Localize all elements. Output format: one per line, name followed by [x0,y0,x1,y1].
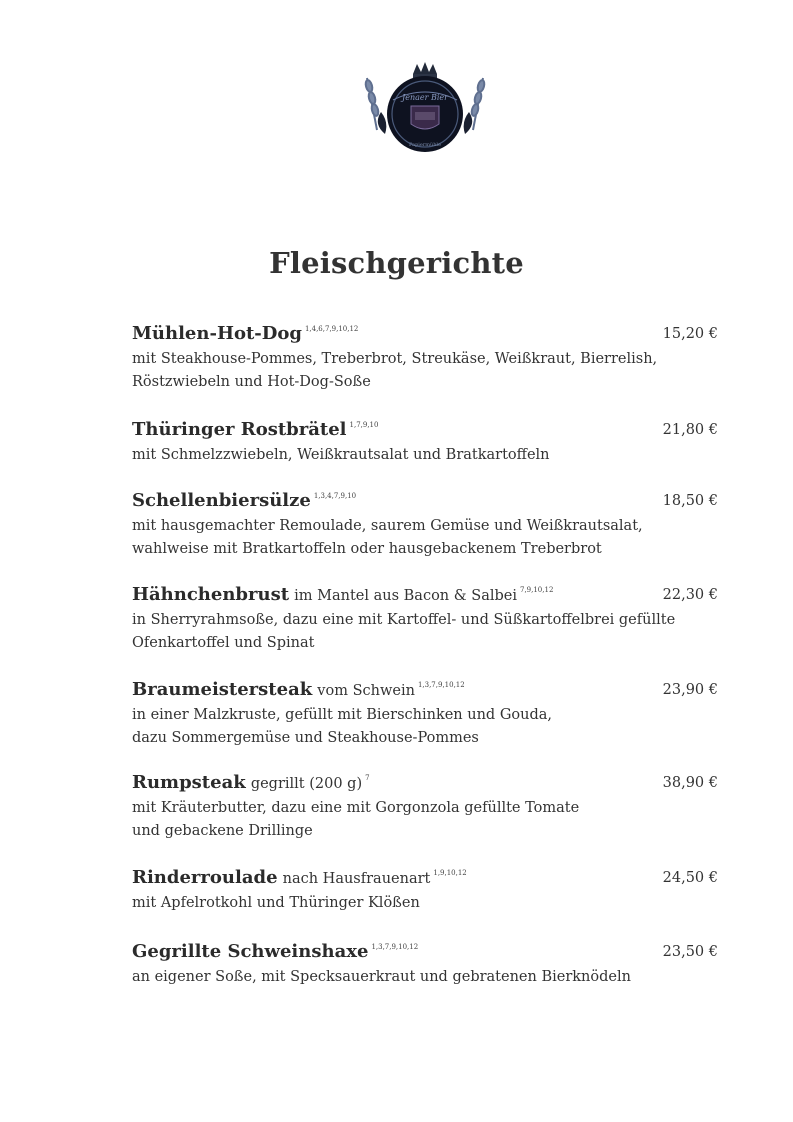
dish-name: Gegrillte Schweinshaxe [132,941,369,962]
menu-item [132,678,722,750]
menu-item [132,489,722,561]
dish-price: 21,80 € [662,422,718,438]
dish-name: Rinderroulade [132,867,278,888]
dish-name: Thüringer Rostbrätel [132,419,347,440]
dish-name: Braumeistersteak [132,679,313,700]
menu-item [132,322,722,394]
allergen-codes: 1,3,7,9,10,12 [417,681,465,689]
menu-item [132,583,722,655]
dish-description [132,515,722,561]
dish-suffix: nach Hausfrauenart [282,871,431,887]
menu-item-header [132,678,722,702]
logo-text-top: Jenaer Bier [402,93,448,102]
allergen-codes: 7 [365,774,370,782]
menu-item [132,418,722,467]
dish-description [132,966,722,989]
page-title: Fleischgerichte [269,246,524,280]
description-line: an eigener Soße, mit Specksauerkraut und gebratenen Bierknödeln [132,969,631,985]
menu-item-header [132,489,722,513]
dish-description [132,797,722,843]
description-line: mit Apfelrotkohl und Thüringer Klößen [132,895,420,911]
dish-price: 15,20 € [662,326,718,342]
menu-item-header [132,771,722,795]
menu-item-header [132,322,722,346]
description-line: dazu Sommergemüse und Steakhouse-Pommes [132,730,479,746]
allergen-codes: 1,4,6,7,9,10,12 [304,325,359,333]
allergen-codes: 1,7,9,10 [349,421,379,429]
description-line: und gebackene Drillinge [132,823,313,839]
dish-description [132,444,722,467]
logo-text-ring: Papiermühle [408,142,442,148]
dish-description [132,704,722,750]
allergen-codes: 1,3,4,7,9,10 [313,492,357,500]
dish-price: 18,50 € [662,493,718,509]
menu-item [132,771,722,843]
description-line: mit Steakhouse-Pommes, Treberbrot, Streukäse, Weißkraut, Bierrelish, [132,351,658,367]
restaurant-logo [355,60,495,158]
menu-item [132,866,722,915]
description-line: Röstzwiebeln und Hot-Dog-Soße [132,374,371,390]
dish-suffix: vom Schwein [317,683,415,699]
description-line: Ofenkartoffel und Spinat [132,635,315,651]
menu-item-header [132,583,722,607]
dish-price: 23,50 € [662,944,718,960]
description-line: mit hausgemachter Remoulade, saurem Gemüse und Weißkrautsalat, [132,518,643,534]
dish-description [132,348,722,394]
dish-name: Hähnchenbrust [132,584,290,605]
allergen-codes: 7,9,10,12 [520,586,554,594]
description-line: in Sherryrahmsoße, dazu eine mit Kartoffel- und Süßkartoffelbrei gefüllte [132,612,676,628]
dish-suffix: gegrillt (200 g) [250,776,363,792]
description-line: in einer Malzkruste, gefüllt mit Bierschinken und Gouda, [132,707,553,723]
menu-item-header [132,418,722,442]
menu-item-header [132,940,722,964]
description-line: mit Schmelzzwiebeln, Weißkrautsalat und Bratkartoffeln [132,447,550,463]
dish-price: 22,30 € [662,587,718,603]
dish-price: 23,90 € [662,682,718,698]
description-line: mit Kräuterbutter, dazu eine mit Gorgonzola gefüllte Tomate [132,800,580,816]
dish-name: Rumpsteak [132,772,246,793]
menu-item [132,940,722,989]
dish-name: Mühlen-Hot-Dog [132,323,302,344]
description-line: wahlweise mit Bratkartoffeln oder hausgebackenem Treberbrot [132,541,602,557]
dish-suffix: im Mantel aus Bacon & Salbei [294,588,517,604]
allergen-codes: 1,9,10,12 [433,869,467,877]
dish-description [132,609,722,655]
dish-name: Schellenbiersülze [132,490,311,511]
menu-item-header [132,866,722,890]
dish-description [132,892,722,915]
dish-price: 38,90 € [662,775,718,791]
dish-price: 24,50 € [662,870,718,886]
allergen-codes: 1,3,7,9,10,12 [371,943,419,951]
